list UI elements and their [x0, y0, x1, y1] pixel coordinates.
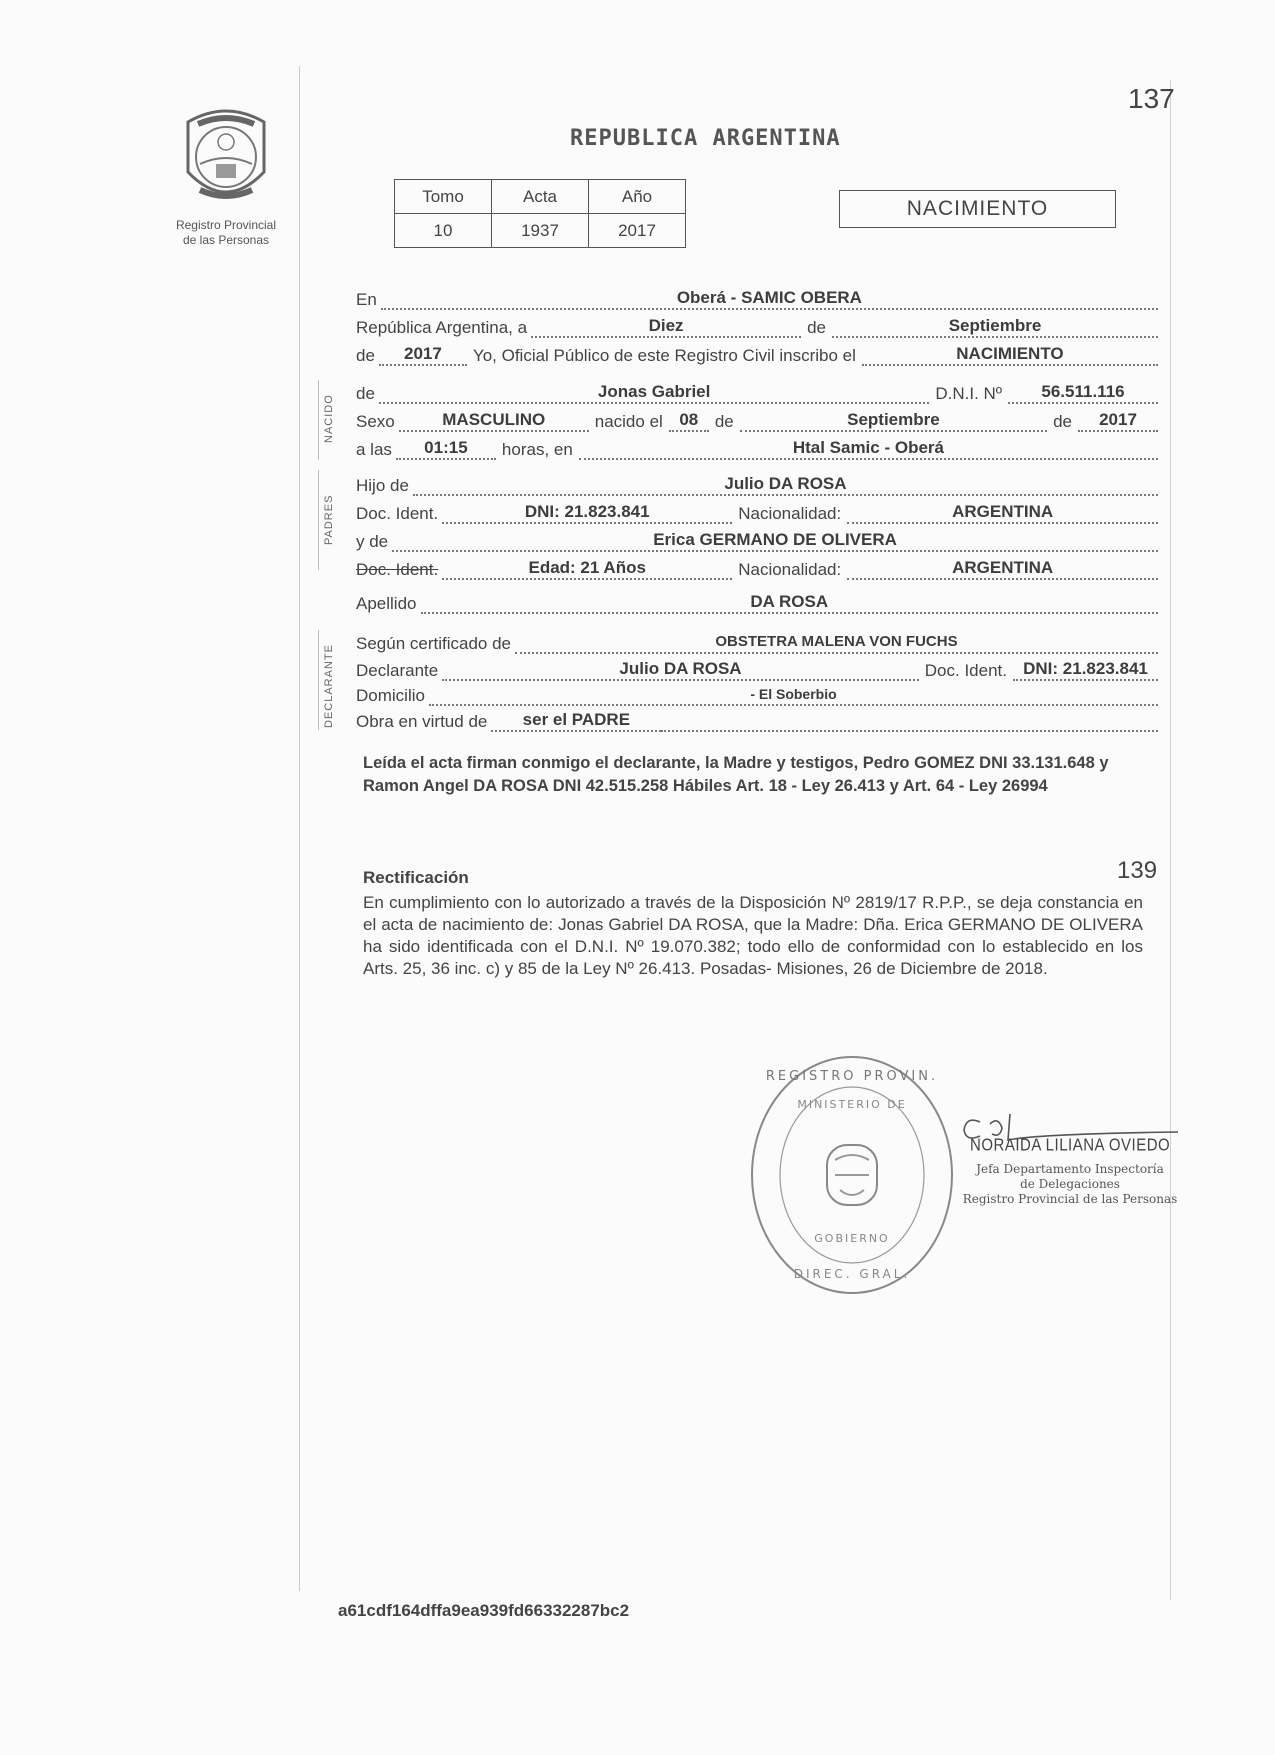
padres-section-label: PADRES	[323, 494, 335, 545]
rectificacion-body: En cumplimiento con lo autorizado a través de la Disposición Nº 2819/17 R.P.P., se deja constancia en el acta de nacimiento de: Jonas Gabriel DA ROSA, que la Madre: Dña. Erica GERMANO DE OLIVERA ha sido identificada con el D.N.I. Nº 19.070.382; todo ello de conformidad con lo establecido en los Arts. 25, 36 inc. c) y 85 de la Ley Nº 26.413. Posadas- Misiones, 26 de Diciembre de 2018.	[363, 893, 1143, 978]
row-padre-doc	[356, 502, 1158, 524]
declarante-doc: DNI: 21.823.841	[1013, 659, 1158, 681]
row-padre	[356, 474, 1158, 496]
nac-mes: Septiembre	[740, 410, 1047, 432]
row-obra	[356, 710, 1158, 732]
row-nombre	[356, 382, 1158, 404]
madre-nac: ARGENTINA	[847, 558, 1158, 580]
doc-label: Doc. Ident.	[356, 504, 439, 523]
anio-value: 2017	[589, 214, 686, 248]
document-hash: a61cdf164dffa9ea939fd66332287bc2	[338, 1601, 630, 1620]
doc-label-2: Doc. Ident.	[356, 560, 439, 579]
en-label: En	[356, 290, 377, 309]
register-header-row	[395, 180, 686, 214]
apellido-label: Apellido	[356, 594, 417, 613]
domicilio-value: - El Soberbio	[429, 684, 1158, 706]
role-line-2: de Delegaciones	[1020, 1177, 1120, 1191]
horas-label: horas, en	[501, 440, 573, 459]
obra-value: ser el PADRE	[491, 710, 661, 732]
declarante-divider	[318, 630, 319, 730]
certificado-label: Según certificado de	[356, 634, 511, 653]
oficial-text: Yo, Oficial Público de este Registro Civil inscribo el	[472, 346, 856, 365]
svg-text:GOBIERNO: GOBIERNO	[814, 1232, 890, 1245]
padre-value: Julio DA ROSA	[413, 474, 1158, 496]
declarante-label: Declarante	[356, 661, 439, 680]
row-apellido	[356, 592, 1158, 614]
firma-paragraph: Leída el acta firman conmigo el declarante, la Madre y testigos, Pedro GOMEZ DNI 33.131.648 y Ramon Angel DA ROSA DNI 42.515.258 Hábiles Art. 18 - Ley 26.413 y Art. 64 - Ley 26994	[363, 754, 1109, 795]
de-label-5: de	[1053, 412, 1072, 431]
register-value-row	[395, 214, 686, 248]
left-margin-line	[299, 66, 300, 1591]
province-seal-logo	[178, 102, 274, 212]
en-value: Oberá - SAMIC OBERA	[381, 288, 1158, 310]
de-label-2: de	[356, 346, 375, 365]
document-title: REPUBLICA ARGENTINA	[570, 126, 841, 151]
nacido-divider	[318, 380, 319, 460]
acta-header: Acta	[492, 180, 589, 214]
row-oficial	[356, 344, 1158, 366]
madre-value: Erica GERMANO DE OLIVERA	[392, 530, 1158, 552]
caption-line-1: Registro Provincial	[175, 218, 277, 232]
dni-label: D.N.I. Nº	[935, 384, 1002, 403]
hora-value: 01:15	[396, 438, 496, 460]
logo-caption	[150, 218, 302, 248]
anio-header: Año	[589, 180, 686, 214]
row-madre	[356, 530, 1158, 552]
register-table	[394, 179, 686, 248]
row-hora	[356, 438, 1158, 460]
svg-text:REGISTRO PROVIN.: REGISTRO PROVIN.	[765, 1069, 939, 1084]
de-label-3: de	[356, 384, 375, 403]
certificado-value: OBSTETRA MALENA VON FUCHS	[515, 632, 1158, 654]
domicilio-label: Domicilio	[356, 686, 425, 705]
page-number: 137	[1128, 83, 1175, 114]
row-sexo	[356, 410, 1158, 432]
sexo-value: MASCULINO	[399, 410, 589, 432]
nombre-value: Jonas Gabriel	[379, 382, 929, 404]
acto-value: NACIMIENTO	[862, 344, 1158, 366]
republica-label: República Argentina, a	[356, 318, 528, 337]
rectificacion-heading: Rectificación	[363, 868, 469, 887]
declarante-value: Julio DA ROSA	[442, 659, 919, 681]
padre-nac: ARGENTINA	[847, 502, 1158, 524]
nac-label-2: Nacionalidad:	[738, 560, 842, 579]
obra-label: Obra en virtud de	[356, 712, 488, 731]
madre-doc: Edad: 21 Años	[442, 558, 732, 580]
padre-doc: DNI: 21.823.841	[442, 502, 732, 524]
role-line-1: Jefa Departamento Inspectoría	[976, 1162, 1164, 1176]
nac-dia: 08	[669, 410, 709, 432]
lugar-value: Htal Samic - Oberá	[579, 438, 1158, 460]
acta-value: 1937	[492, 214, 589, 248]
signatory-role	[960, 1162, 1180, 1207]
svg-text:MINISTERIO DE: MINISTERIO DE	[797, 1098, 907, 1111]
row-madre-doc	[356, 558, 1158, 580]
tomo-header: Tomo	[395, 180, 492, 214]
row-declarante	[356, 659, 1158, 681]
alas-label: a las	[356, 440, 392, 459]
obra-filler	[661, 730, 1158, 732]
nacido-section-label: NACIDO	[323, 394, 335, 443]
row-republica	[356, 316, 1158, 338]
padres-divider	[318, 470, 319, 570]
sexo-label: Sexo	[356, 412, 395, 431]
de-label-4: de	[714, 412, 734, 431]
row-certificado	[356, 632, 1158, 654]
anio-inscripcion: 2017	[379, 344, 467, 366]
declarante-section-label: DECLARANTE	[323, 644, 335, 728]
doc-label-3: Doc. Ident.	[924, 661, 1007, 680]
mes-value: Septiembre	[832, 316, 1158, 338]
row-en	[356, 288, 1158, 310]
svg-text:DIREC. GRAL.: DIREC. GRAL.	[793, 1267, 911, 1281]
hijo-label: Hijo de	[356, 476, 409, 495]
dni-value: 56.511.116	[1008, 382, 1158, 404]
apellido-value: DA ROSA	[421, 592, 1159, 614]
signatory-name: NORAIDA LILIANA OVIEDO	[970, 1135, 1171, 1156]
nac-label: Nacionalidad:	[738, 504, 842, 523]
right-margin-line	[1170, 80, 1171, 1600]
nac-anio: 2017	[1078, 410, 1158, 432]
official-stamp	[745, 1050, 960, 1300]
row-domicilio	[356, 684, 1158, 706]
nacido-label: nacido el	[594, 412, 663, 431]
yde-label: y de	[356, 532, 389, 551]
role-line-3: Registro Provincial de las Personas	[962, 1192, 1178, 1206]
act-type-box: NACIMIENTO	[839, 190, 1116, 228]
dia-value: Diez	[531, 316, 801, 338]
rectificacion-number: 139	[1117, 857, 1158, 884]
caption-line-2: de las Personas	[182, 233, 270, 247]
de-label: de	[807, 318, 826, 337]
tomo-value: 10	[395, 214, 492, 248]
